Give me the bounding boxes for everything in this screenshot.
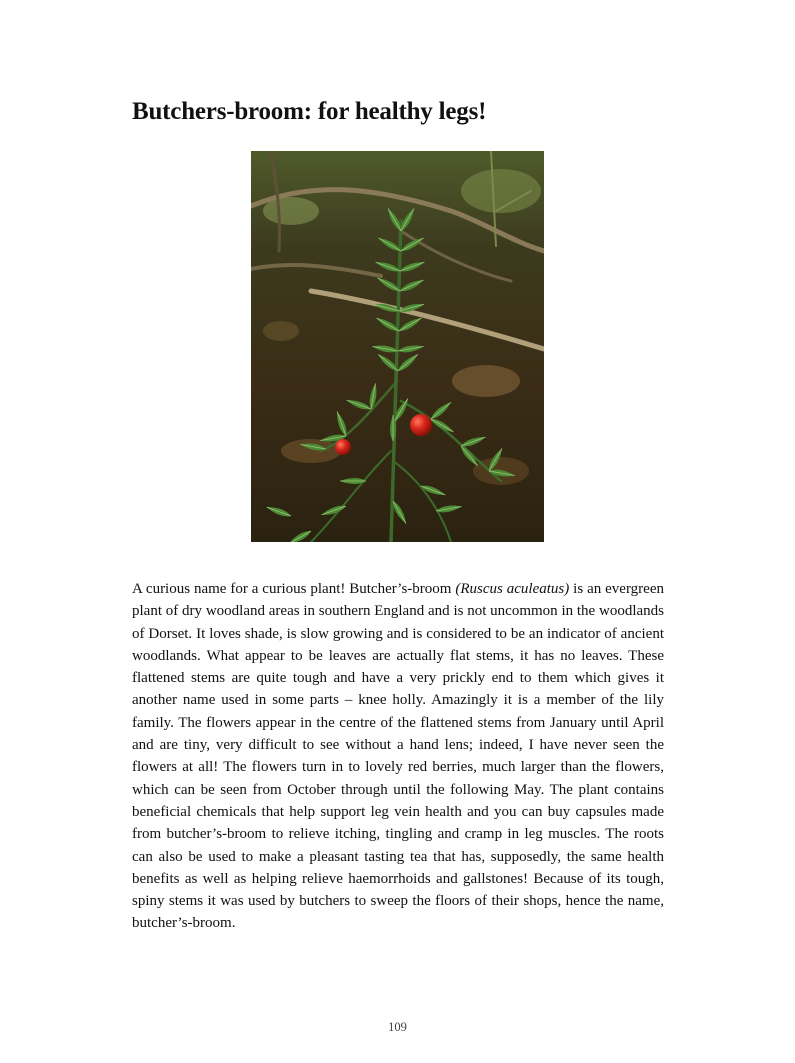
page-title: Butchers-broom: for healthy legs! bbox=[132, 98, 487, 125]
paragraph-intro: A curious name for a curious plant! Butcher’s-broom bbox=[132, 581, 456, 597]
butchers-broom-photo bbox=[251, 151, 544, 542]
latin-name: (Ruscus aculeatus) bbox=[455, 581, 570, 597]
paragraph-body: is an evergreen plant of dry woodland areas in southern England and is not uncommon in the woodlands of Dorset. It loves shade, is slow growing and is considered to be an indicator of ancient woodlands. What appear to be leaves are actually flat stems, it has no leaves. These flattened stems are quite tough and have a very prickly end to them which gives it another name used in some parts – knee holly. Amazingly it is a member of the lily family. The flowers appear in the centre of the flattened stems from January until April and are tiny, very difficult to see without a hand lens; indeed, I have never seen the flowers at all! The flowers turn in to lovely red berries, much larger than the flowers, which can be seen from October through until the following May. The plant contains beneficial chemicals that help support leg vein health and you can buy capsules made from butcher’s-broom to relieve itching, tingling and cramp in leg muscles. The roots can also be used to make a pleasant tasting tea that has, supposedly, the same health benefits as well as helping relieve haemorrhoids and gallstones! Because of its tough, spiny stems it was used by butchers to sweep the floors of their shops, hence the name, butcher’s-broom. bbox=[132, 581, 664, 932]
page-number: 109 bbox=[388, 1020, 407, 1034]
body-paragraph bbox=[132, 578, 664, 935]
